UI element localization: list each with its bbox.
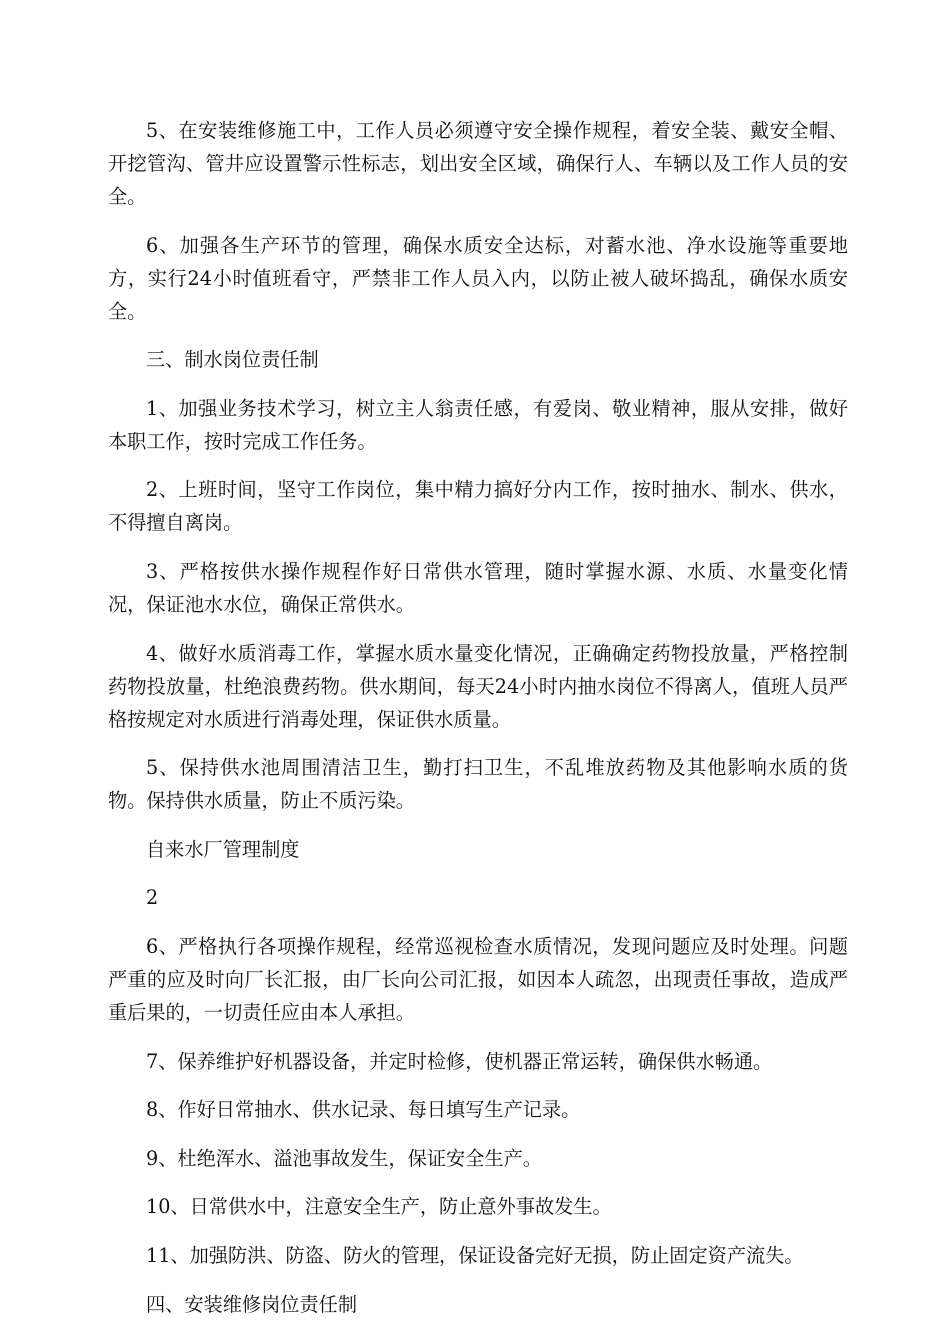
section-heading-install-repair: 四、安装维修岗位责任制 [146, 1292, 358, 1316]
paragraph-item-6: 6、严格执行各项操作规程，经常巡视检查水质情况，发现问题应及时处理。问题严重的应及时向厂长汇报，由厂长向公司汇报，如因本人疏忽，出现责任事故，造成严重后果的，一切责任应由本人承担。 [108, 934, 848, 1024]
paragraph-item-10: 10、日常供水中，注意安全生产，防止意外事故发生。 [146, 1195, 612, 1219]
document-title-line: 自来水厂管理制度 [146, 837, 300, 861]
paragraph-item-9: 9、杜绝浑水、溢池事故发生，保证安全生产。 [146, 1146, 542, 1170]
paragraph-item-5: 5、保持供水池周围清洁卫生，勤打扫卫生，不乱堆放药物及其他影响水质的货物。保持供水质量，防止不质污染。 [108, 756, 848, 813]
paragraph-item-2: 2、上班时间，坚守工作岗位，集中精力搞好分内工作，按时抽水、制水、供水，不得擅自离岗。 [108, 478, 848, 535]
paragraph-production-management: 6、加强各生产环节的管理，确保水质安全达标，对蓄水池、净水设施等重要地方，实行24小时值班看守，严禁非工作人员入内，以防止被人破坏捣乱，确保水质安全。 [108, 233, 848, 323]
section-heading-water-production: 三、制水岗位责任制 [146, 348, 319, 372]
document-page [108, 114, 848, 1336]
paragraph-item-8: 8、作好日常抽水、供水记录、每日填写生产记录。 [146, 1098, 581, 1122]
page-number-line: 2 [146, 886, 159, 910]
paragraph-install-safety: 5、在安装维修施工中，工作人员必须遵守安全操作规程，着安全装、戴安全帽、开挖管沟、管井应设置警示性标志，划出安全区域，确保行人、车辆以及工作人员的安全。 [108, 119, 848, 208]
paragraph-item-4: 4、做好水质消毒工作，掌握水质水量变化情况，正确确定药物投放量，严格控制药物投放量，杜绝浪费药物。供水期间，每天24小时内抽水岗位不得离人，值班人员严格按规定对水质进行消毒处理，保证供水质量。 [108, 641, 848, 731]
paragraph-item-1: 1、加强业务技术学习，树立主人翁责任感，有爱岗、敬业精神，服从安排，做好本职工作，按时完成工作任务。 [108, 396, 848, 453]
paragraph-item-3: 3、严格按供水操作规程作好日常供水管理，随时掌握水源、水质、水量变化情况，保证池水水位，确保正常供水。 [108, 559, 848, 616]
paragraph-item-11: 11、加强防洪、防盗、防火的管理，保证设备完好无损，防止固定资产流失。 [146, 1243, 804, 1267]
paragraph-item-7: 7、保养维护好机器设备，并定时检修，使机器正常运转，确保供水畅通。 [146, 1049, 773, 1073]
